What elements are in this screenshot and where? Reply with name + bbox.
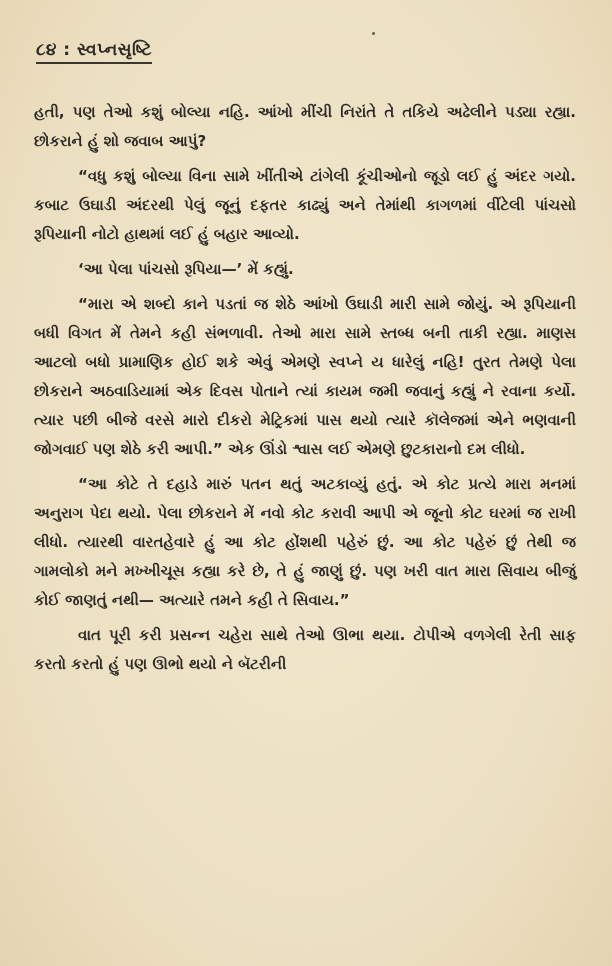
ink-speck: [372, 32, 375, 35]
paragraph-2: “વધુ કશું બોલ્યા વિના સામે ખીંતીએ ટાંગેલી કૂંચીઓનો જૂડો લઈ હું અંદર ગયો. કબાટ ઉઘાડી અંદરથી પેલું જૂનું દફતર કાઢ્યું અને તેમાંથી કાગળમાં વીંટેલી પાંચસો રૂપિયાની નોટો હાથમાં લઈ હું બહાર આવ્યો.: [34, 167, 576, 243]
paragraph-6: વાત પૂરી કરી પ્રસન્ન ચહેરા સાથે તેઓ ઊભા થયા. ટોપીએ વળગેલી રેતી સાફ કરતો કરતો હું પણ ઊભો થયો ને બૅટરીની: [34, 626, 576, 673]
paragraph-3: ‘આ પેલા પાંચસો રૂપિયા—’ મેં કહ્યું.: [78, 260, 294, 278]
paragraph-4: “મારા એ શબ્દો કાને પડતાં જ શેઠે આંખો ઉઘાડી મારી સામે જોયું. એ રૂપિયાની બધી વિગત મેં તેમને કહી સંભળાવી. તેઓ મારા સામે સ્તબ્ધ બની તાકી રહ્યા. માણસ આટલો બધો પ્રામાણિક હોઈ શકે એવું એમણે સ્વપ્ને ય ધારેલું નહિ! તુરત તેમણે પેલા છોકરાને અઠવાડિયામાં એક દિવસ પોતાને ત્યાં કાયમ જમી જવાનું કહ્યું ને રવાના કર્યો. ત્યાર પછી બીજે વરસે મારો દીકરો મેટ્રિકમાં પાસ થયો ત્યારે કૉલેજમાં એને ભણવાની જોગવાઈ પણ શેઠે કરી આપી.” એક ઊંડો શ્વાસ લઈ એમણે છુટકારાનો દમ લીધો.: [34, 295, 576, 458]
running-head: ૮૪ : સ્વપ્નસૃષ્ટિ: [36, 40, 152, 64]
paragraph-5: “આ કોટે તે દહાડે મારું પતન થતું અટકાવ્યું હતું. એ કોટ પ્રત્યે મારા મનમાં અનુરાગ પેદા થયો. પેલા છોકરાને મેં નવો કોટ કરાવી આપી એ જૂનો કોટ ઘરમાં જ રાખી લીધો. ત્યારથી વારતહેવારે હું આ કોટ હોંશથી પહેરું છું. આ કોટ પહેરું છું તેથી જ ગામલોકો મને મખ્ખીચૂસ કહ્યા કરે છે, તે હું જાણું છું. પણ ખરી વાત મારા સિવાય બીજું કોઈ જાણતું નથી— અત્યારે તમને કહી તે સિવાય.”: [34, 475, 576, 609]
paragraph-1: હતી, પણ તેઓ કશું બોલ્યા નહિ. આંખો મીંચી નિરાંતે તે તકિયે અઢેલીને પડ્યા રહ્યા. છોકરાને હું શો જવાબ આપું?: [34, 103, 576, 150]
